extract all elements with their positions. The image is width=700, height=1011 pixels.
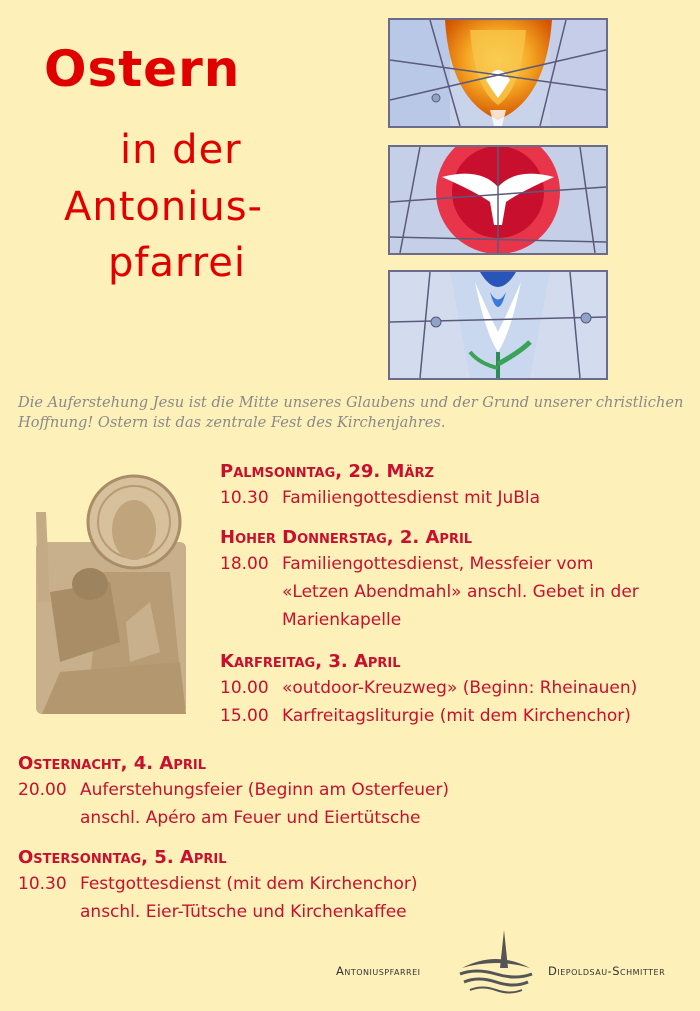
event-item	[220, 550, 639, 634]
event-item	[220, 702, 637, 730]
event-description: Auferstehungsfeier (Beginn am Osterfeuer) anschl. Apéro am Feuer und Eiertütsche	[80, 780, 450, 828]
church-logo-icon	[456, 928, 536, 994]
event-description: «outdoor-Kreuzweg» (Beginn: Rheinauen)	[282, 678, 638, 698]
event-item	[220, 674, 637, 702]
event-hoher-donnerstag	[220, 526, 639, 634]
event-day-heading: Karfreitag, 3. April	[220, 651, 401, 672]
event-time: 10.00	[220, 678, 269, 698]
event-item	[220, 484, 540, 512]
event-description: Karfreitagsliturgie (mit dem Kirchenchor)	[282, 706, 631, 726]
footer-parish-name: Antoniuspfarrei	[336, 964, 421, 978]
event-day-heading: Ostersonntag, 5. April	[18, 847, 227, 868]
footer-location: Diepoldsau-Schmitter	[548, 964, 666, 978]
event-palmsonntag	[220, 460, 540, 512]
event-day-heading: Osternacht, 4. April	[18, 753, 206, 774]
event-time: 10.30	[18, 874, 67, 894]
event-osternacht	[18, 752, 449, 832]
event-day-heading: Hoher Donnerstag, 2. April	[220, 527, 473, 548]
poster-title: Ostern	[44, 40, 241, 98]
event-description: Familiengottesdienst, Messfeier vom «Letzen Abendmahl» anschl. Gebet in der Marienkapelle	[282, 554, 639, 630]
event-time: 18.00	[220, 554, 269, 574]
event-ostersonntag	[18, 846, 418, 926]
stained-glass-dove-image	[388, 145, 608, 255]
event-description: Festgottesdienst (mit dem Kirchenchor) anschl. Eier-Tütsche und Kirchenkaffee	[80, 874, 418, 922]
event-time: 10.30	[220, 488, 269, 508]
intro-text: Die Auferstehung Jesu ist die Mitte unseres Glaubens und der Grund unserer christlichen Hoffnung! Ostern ist das zentrale Fest des Kirchenjahres.	[18, 394, 684, 431]
event-item	[18, 870, 418, 926]
event-time: 20.00	[18, 780, 67, 800]
subtitle-line-3: pfarrei	[108, 240, 247, 286]
subtitle-line-2: Antonius-	[64, 184, 263, 230]
event-day-heading: Palmsonntag, 29. März	[220, 461, 434, 482]
event-time: 15.00	[220, 706, 269, 726]
stained-glass-flame-image	[388, 18, 608, 128]
jesus-relief-sculpture-image	[30, 472, 192, 717]
event-description: Familiengottesdienst mit JuBla	[282, 488, 541, 508]
event-karfreitag	[220, 650, 637, 730]
subtitle-line-1: in der	[120, 127, 242, 173]
stained-glass-lily-image	[388, 270, 608, 380]
event-item	[18, 776, 449, 832]
